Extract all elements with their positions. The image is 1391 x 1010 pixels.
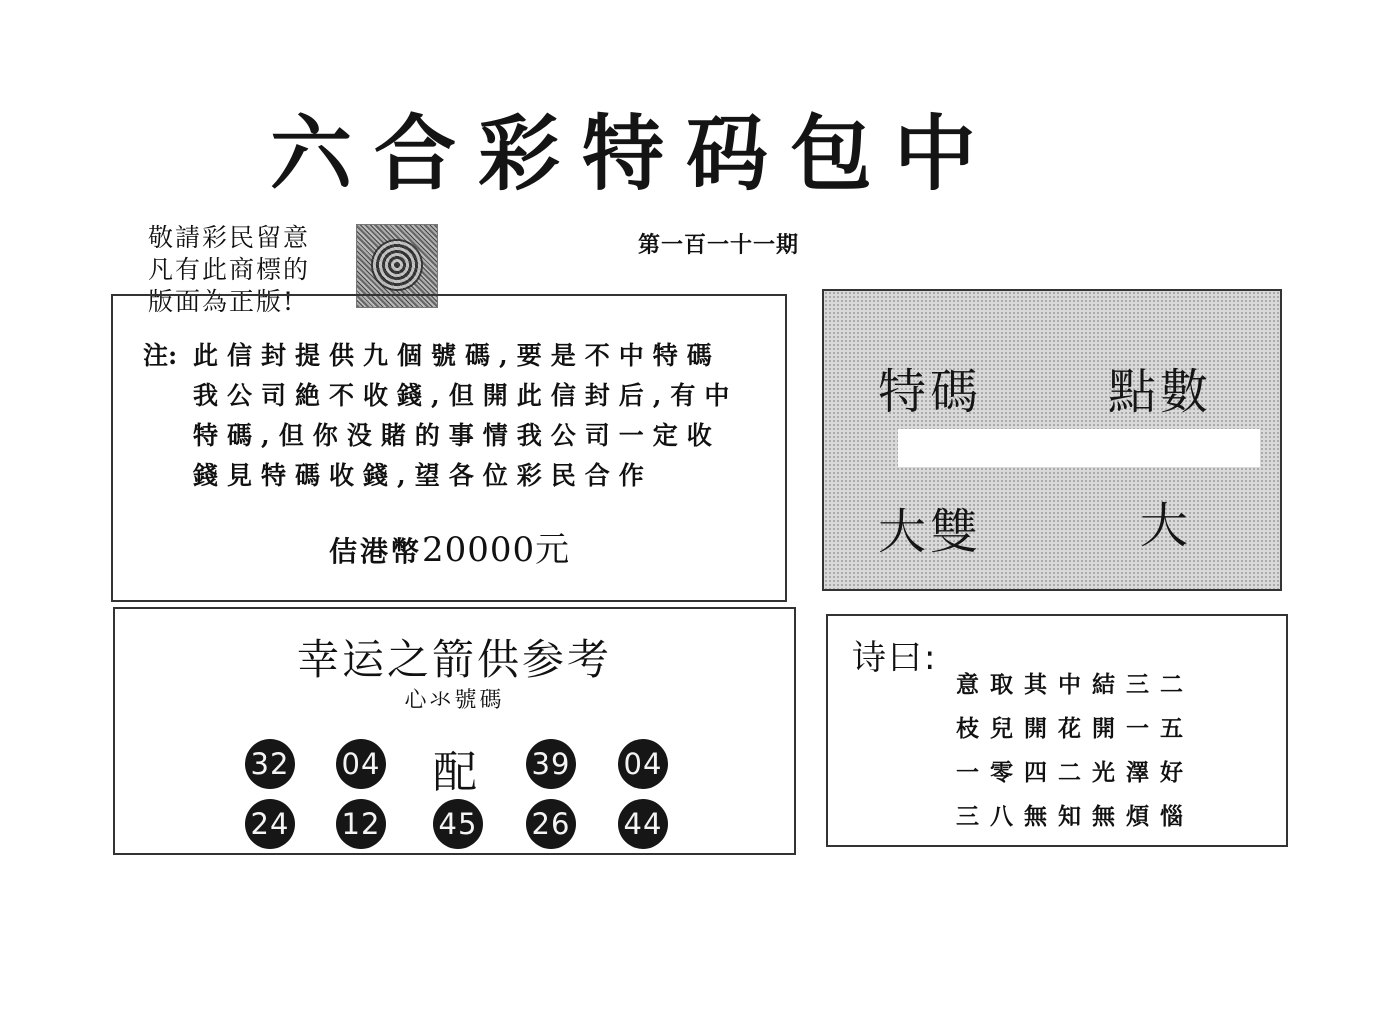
special-code-panel [822,289,1282,591]
special-code-label: 特碼 [878,364,983,420]
deposit-label: 佶港幣 [329,535,423,568]
number-ball: 45 [433,799,483,849]
pair-label: 配 [433,747,477,798]
note-line: 我公司絶不收錢,但開此信封后,有中 [193,381,739,410]
logo-emblem [371,239,423,291]
number-ball: 26 [526,799,576,849]
points-value: 大 [1140,498,1193,554]
number-ball: 39 [526,739,576,789]
deposit-value: 20000元 [422,530,571,570]
note-line: 特碼,但你没賭的事情我公司一定收 [193,421,721,450]
lucky-numbers-panel [113,607,796,855]
number-ball: 12 [336,799,386,849]
number-ball: 24 [245,799,295,849]
poem-line: 枝兒開花開一五 [956,715,1194,742]
note-prefix: 注: [143,341,178,370]
notice-line: 版面為正版! [148,287,296,316]
points-label: 點數 [1108,364,1213,420]
number-ball: 04 [336,739,386,789]
number-ball: 04 [618,739,668,789]
poem-heading: 诗曰: [852,638,938,678]
special-code-value: 大雙 [878,504,983,560]
lucky-title: 幸运之箭供参考 [296,635,612,684]
deposit-amount [329,522,570,571]
poem-line: 三八無知無煩惱 [956,803,1194,830]
poem-panel [826,614,1288,847]
notice-line: 凡有此商標的 [148,255,311,284]
number-ball: 32 [245,739,295,789]
issue-number: 第一百一十一期 [638,232,800,258]
notice-line: 敬請彩民留意 [148,223,311,252]
note-line: 錢見特碼收錢,望各位彩民合作 [193,461,653,490]
number-ball: 44 [618,799,668,849]
page-title: 六合彩特码包中 [270,107,999,202]
note-line: 此信封提供九個號碼,要是不中特碼 [193,341,721,370]
poem-line: 一零四二光澤好 [956,759,1194,786]
lucky-subtitle: 心氺號碼 [404,688,505,713]
blank-strip [898,429,1260,467]
note-panel [111,294,787,602]
poem-line: 意取其中結三二 [956,671,1194,698]
